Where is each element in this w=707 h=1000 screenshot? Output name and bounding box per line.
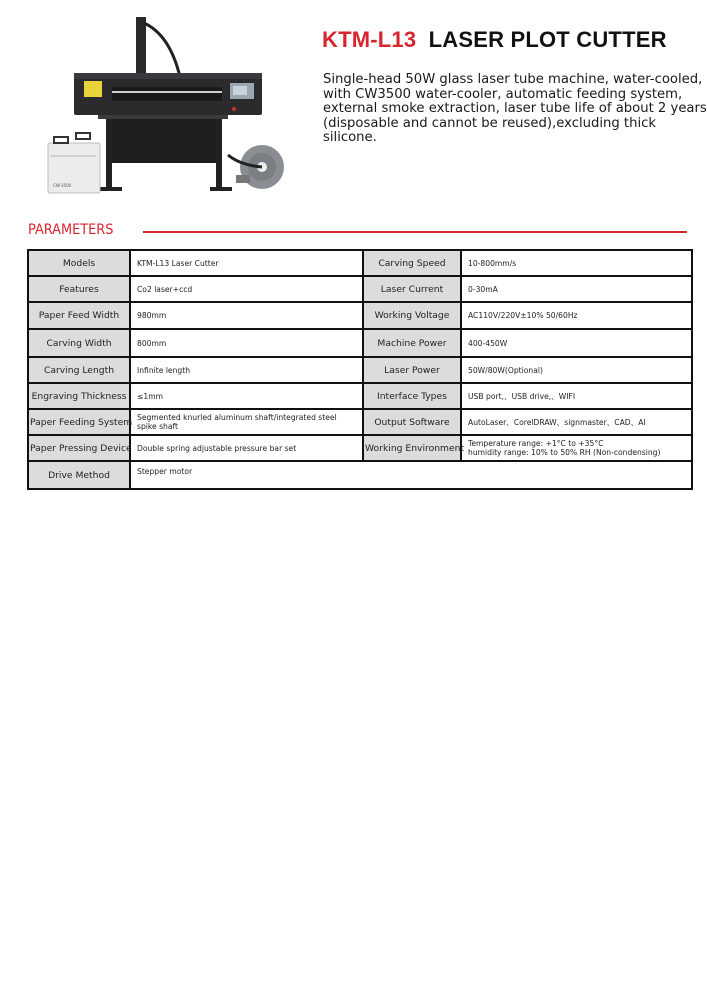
param-label: Interface Types	[363, 383, 461, 409]
param-label: Carving Width	[28, 329, 130, 357]
table-row	[28, 357, 692, 383]
table-row	[28, 409, 692, 435]
product-image	[40, 15, 310, 205]
param-value: Double spring adjustable pressure bar set	[130, 435, 363, 461]
param-label: Paper Feed Width	[28, 302, 130, 329]
param-label: Carving Speed	[363, 250, 461, 276]
page-title	[322, 27, 667, 53]
chiller-label: CW-3500	[53, 183, 72, 188]
param-label: Machine Power	[363, 329, 461, 357]
param-value: 400-450W	[461, 329, 692, 357]
table-row	[28, 435, 692, 461]
param-value: ≤1mm	[130, 383, 363, 409]
laser-cutter-illustration	[40, 15, 310, 205]
param-label: Drive Method	[28, 461, 130, 489]
param-label: Output Software	[363, 409, 461, 435]
param-value: KTM-L13 Laser Cutter	[130, 250, 363, 276]
param-value: Stepper motor	[130, 461, 692, 489]
param-value: AC110V/220V±10% 50/60Hz	[461, 302, 692, 329]
param-label: Engraving Thickness	[28, 383, 130, 409]
table-row	[28, 276, 692, 302]
parameters-heading: PARAMETERS	[28, 222, 114, 238]
model-code: KTM-L13	[322, 27, 417, 52]
param-label: Carving Length	[28, 357, 130, 383]
env-humidity: humidity range: 10% to 50% RH (Non-condensing)	[468, 448, 661, 457]
table-row	[28, 302, 692, 329]
param-value: 10-800mm/s	[461, 250, 692, 276]
product-description: Single-head 50W glass laser tube machine, water-cooled, with CW3500 water-cooler, automatic feeding system, external smoke extraction, laser tube life of about 2 years (disposable and cannot be reused),excluding thick silicone.	[323, 72, 707, 145]
param-value: AutoLaser、CorelDRAW、signmaster、CAD、AI	[461, 409, 692, 435]
param-label: Paper Pressing Device	[28, 435, 130, 461]
product-name: LASER PLOT CUTTER	[428, 27, 667, 52]
param-value: 50W/80W(Optional)	[461, 357, 692, 383]
table-row	[28, 383, 692, 409]
param-value: Infinite length	[130, 357, 363, 383]
table-row	[28, 461, 692, 489]
param-label: Working Environment	[363, 435, 461, 461]
param-label: Working Voltage	[363, 302, 461, 329]
section-divider	[143, 231, 687, 233]
table-row	[28, 329, 692, 357]
param-label: Laser Power	[363, 357, 461, 383]
param-value: Co2 laser+ccd	[130, 276, 363, 302]
param-value: USB port,、USB drive,、WIFI	[461, 383, 692, 409]
table-row	[28, 250, 692, 276]
env-temperature: Temperature range: +1°C to +35°C	[468, 439, 604, 448]
param-label: Models	[28, 250, 130, 276]
param-value: Segmented knurled aluminum shaft/integrated steel spike shaft	[130, 409, 363, 435]
param-value: 980mm	[130, 302, 363, 329]
parameters-table	[27, 249, 693, 490]
param-value: 800mm	[130, 329, 363, 357]
param-value: 0-30mA	[461, 276, 692, 302]
param-label: Laser Current	[363, 276, 461, 302]
param-label: Features	[28, 276, 130, 302]
param-label: Paper Feeding System	[28, 409, 130, 435]
param-value	[461, 435, 692, 461]
